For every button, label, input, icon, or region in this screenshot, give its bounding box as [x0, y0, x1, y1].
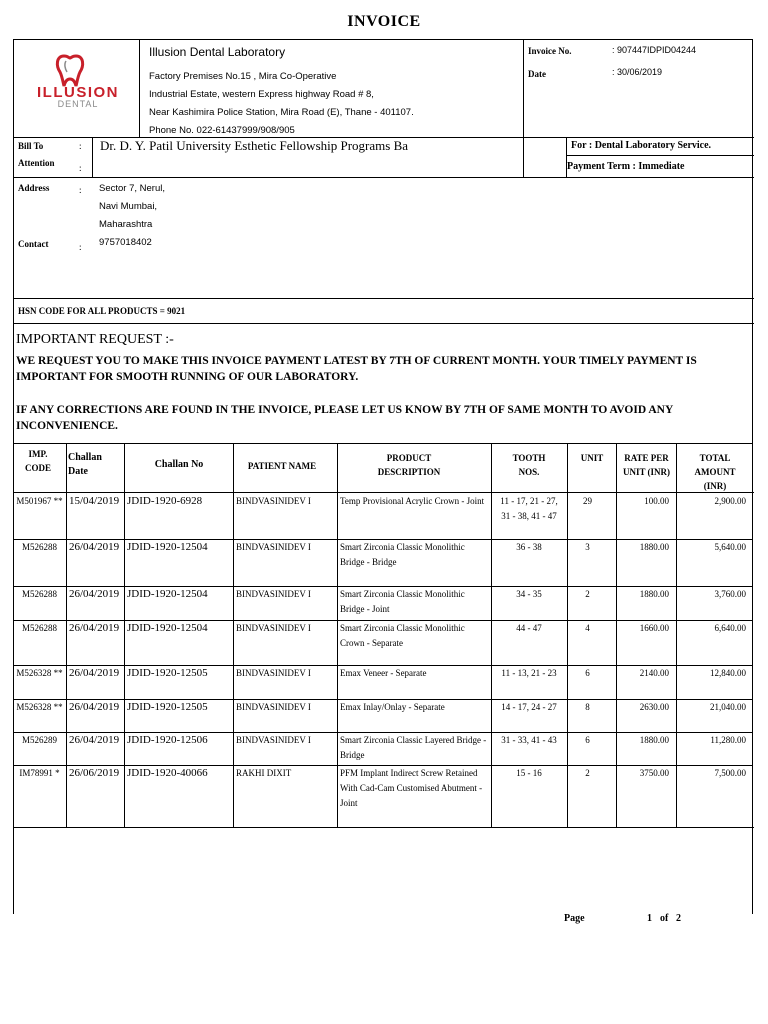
bill-to-label: Bill To	[18, 141, 44, 151]
company-address-line: Near Kashimira Police Station, Mira Road (E), Thane - 401107.	[149, 107, 414, 118]
total-cell: 5,640.00	[714, 542, 746, 552]
imp-code-cell: M526288	[21, 542, 57, 552]
header-patient-name: PATIENT NAME	[247, 461, 317, 471]
colon: :	[79, 242, 82, 252]
address-line: Sector 7, Nerul,	[99, 183, 165, 194]
colon: :	[79, 185, 82, 195]
page-label: Page	[564, 913, 585, 924]
product-cell: PFM Implant Indirect Screw Retained With Cad-Cam Customised Abutment - Joint	[340, 768, 483, 808]
header-rate: RATE PER UNIT (INR)	[622, 453, 671, 477]
challan-no-cell: JDID-1920-12505	[127, 667, 208, 679]
challan-no-cell: JDID-1920-12504	[127, 622, 208, 634]
challan-no-cell: JDID-1920-12506	[127, 734, 208, 746]
rate-cell: 1880.00	[639, 542, 669, 552]
column-rule	[567, 443, 568, 828]
patient-name-cell: RAKHI DIXIT	[236, 768, 292, 778]
challan-date-cell: 26/04/2019	[69, 701, 120, 713]
row-rule	[13, 443, 753, 444]
address-line: Navi Mumbai,	[99, 201, 158, 212]
challan-date-cell: 26/04/2019	[69, 541, 120, 553]
bill-divider	[14, 177, 754, 178]
challan-no-cell: JDID-1920-6928	[127, 495, 203, 507]
rate-cell: 1660.00	[639, 623, 669, 633]
logo-divider	[139, 40, 140, 137]
imp-code-cell: M526328 **	[16, 702, 63, 712]
logo-subtext: DENTAL	[57, 99, 99, 109]
total-cell: 11,280.00	[710, 735, 746, 745]
logo-wordmark: ILLUSION	[37, 84, 119, 101]
tooth-cell: 11 - 13, 21 - 23	[501, 668, 557, 678]
invoice-no-label: Invoice No.	[528, 46, 572, 56]
challan-no-cell: JDID-1920-12504	[127, 541, 208, 553]
unit-cell: 3	[585, 542, 590, 552]
rate-cell: 3750.00	[639, 768, 669, 778]
patient-name-cell: BINDVASINIDEV I	[236, 496, 311, 506]
challan-date-cell: 26/04/2019	[69, 622, 120, 634]
challan-no-cell: JDID-1920-40066	[127, 767, 208, 779]
contact-label: Contact	[18, 239, 49, 249]
notice-heading: IMPORTANT REQUEST :-	[16, 332, 174, 347]
notice-line: IF ANY CORRECTIONS ARE FOUND IN THE INVOICE, PLEASE LET US KNOW BY 7TH OF SAME MONTH TO AVOID ANY	[16, 404, 674, 416]
unit-cell: 4	[585, 623, 590, 633]
notice-line: INCONVENIENCE.	[16, 420, 118, 432]
header-challan-no: Challan No	[154, 459, 204, 470]
challan-no-cell: JDID-1920-12504	[127, 588, 208, 600]
colon: :	[79, 163, 82, 173]
meta-divider	[523, 40, 524, 177]
address-bottom-divider	[14, 298, 754, 299]
tooth-cell: 15 - 16	[516, 768, 542, 778]
imp-code-cell: M526328 **	[16, 668, 63, 678]
table-bottom-divider	[14, 827, 754, 828]
notice-line: WE REQUEST YOU TO MAKE THIS INVOICE PAYMENT LATEST BY 7TH OF CURRENT MONTH. YOUR TIMELY PAYMENT IS	[16, 355, 697, 367]
invoice-title: INVOICE	[347, 13, 421, 30]
page-total: 2	[676, 913, 681, 924]
rate-cell: 2630.00	[639, 702, 669, 712]
tooth-cell: 14 - 17, 24 - 27	[501, 702, 557, 712]
unit-cell: 6	[585, 735, 590, 745]
page-number: 1	[647, 913, 652, 924]
column-rule	[491, 443, 492, 828]
column-rule	[124, 443, 125, 828]
product-cell: Smart Zirconia Classic Layered Bridge - Bridge	[340, 735, 487, 760]
product-cell: Emax Veneer - Separate	[340, 668, 427, 678]
table-header-divider	[14, 492, 754, 493]
date-value: : 30/06/2019	[612, 67, 663, 77]
total-cell: 3,760.00	[714, 589, 746, 599]
invoice-no-value: : 907447IDPID04244	[612, 45, 697, 55]
tooth-cell: 36 - 38	[516, 542, 542, 552]
total-cell: 12,840.00	[710, 668, 746, 678]
unit-cell: 6	[585, 668, 590, 678]
company-phone: Phone No. 022-61437999/908/905	[149, 125, 295, 136]
unit-cell: 2	[585, 768, 590, 778]
contact-value: 9757018402	[99, 237, 152, 248]
tooth-cell: 44 - 47	[516, 623, 542, 633]
imp-code-cell: M526288	[21, 623, 57, 633]
date-label: Date	[528, 69, 546, 79]
tooth-cell: 34 - 35	[516, 589, 542, 599]
header-challan-date: Challan Date	[68, 452, 102, 477]
product-cell: Smart Zirconia Classic Monolithic Crown - Separate	[340, 623, 465, 648]
imp-code-cell: IM78991 *	[19, 768, 60, 778]
product-cell: Smart Zirconia Classic Monolithic Bridge - Bridge	[340, 542, 465, 567]
column-rule	[676, 443, 677, 828]
header-imp-code: IMP. CODE	[24, 449, 51, 473]
page-of-label: of	[660, 913, 669, 924]
header-tooth-nos: TOOTH NOS.	[512, 453, 546, 477]
total-cell: 21,040.00	[710, 702, 746, 712]
service-label: For : Dental Laboratory Service.	[571, 140, 712, 151]
tooth-cell: 11 - 17, 21 - 27, 31 - 38, 41 - 47	[500, 496, 558, 521]
column-rule	[233, 443, 234, 828]
for-divider	[566, 155, 754, 156]
header-total: TOTAL AMOUNT (INR)	[694, 453, 736, 491]
payment-term: Payment Term : Immediate	[567, 161, 685, 172]
hsn-code: HSN CODE FOR ALL PRODUCTS = 9021	[18, 306, 186, 316]
company-address-line: Industrial Estate, western Express highway Road # 8,	[149, 89, 374, 100]
rate-cell: 100.00	[644, 496, 669, 506]
hsn-divider	[14, 323, 754, 324]
address-line: Maharashtra	[99, 219, 153, 230]
product-cell: Emax Inlay/Onlay - Separate	[340, 702, 445, 712]
challan-date-cell: 26/04/2019	[69, 667, 120, 679]
imp-code-cell: M501967 **	[16, 496, 63, 506]
unit-cell: 2	[585, 589, 590, 599]
company-name: Illusion Dental Laboratory	[149, 45, 286, 59]
notice-line: IMPORTANT FOR SMOOTH RUNNING OF OUR LABORATORY.	[16, 371, 359, 383]
patient-name-cell: BINDVASINIDEV I	[236, 735, 311, 745]
patient-name-cell: BINDVASINIDEV I	[236, 702, 311, 712]
rate-cell: 2140.00	[639, 668, 669, 678]
challan-date-cell: 26/04/2019	[69, 588, 120, 600]
tooth-cell: 31 - 33, 41 - 43	[501, 735, 557, 745]
total-cell: 6,640.00	[714, 623, 746, 633]
address-label: Address	[18, 183, 50, 193]
rate-cell: 1880.00	[639, 735, 669, 745]
challan-date-cell: 26/04/2019	[69, 734, 120, 746]
header-unit: UNIT	[580, 453, 604, 463]
rate-cell: 1880.00	[639, 589, 669, 599]
bill-label-divider	[92, 137, 93, 177]
product-cell: Smart Zirconia Classic Monolithic Bridge - Joint	[340, 589, 465, 614]
imp-code-cell: M526289	[21, 735, 57, 745]
header-product-description: PRODUCT DESCRIPTION	[377, 453, 441, 477]
challan-date-cell: 15/04/2019	[69, 495, 120, 507]
unit-cell: 8	[585, 702, 590, 712]
patient-name-cell: BINDVASINIDEV I	[236, 589, 311, 599]
total-cell: 2,900.00	[714, 496, 746, 506]
unit-cell: 29	[583, 496, 592, 506]
company-address-line: Factory Premises No.15 , Mira Co-Operative	[149, 71, 337, 82]
total-cell: 7,500.00	[714, 768, 746, 778]
column-rule	[337, 443, 338, 828]
product-cell: Temp Provisional Acrylic Crown - Joint	[340, 496, 485, 506]
patient-name-cell: BINDVASINIDEV I	[236, 668, 311, 678]
patient-name-cell: BINDVASINIDEV I	[236, 542, 311, 552]
colon: :	[79, 141, 82, 151]
bill-to-value: Dr. D. Y. Patil University Esthetic Fellowship Programs Ba	[100, 138, 409, 153]
column-rule	[616, 443, 617, 828]
challan-no-cell: JDID-1920-12505	[127, 701, 208, 713]
imp-code-cell: M526288	[21, 589, 57, 599]
column-rule	[66, 443, 67, 828]
attention-label: Attention	[18, 158, 55, 168]
challan-date-cell: 26/06/2019	[69, 767, 120, 779]
patient-name-cell: BINDVASINIDEV I	[236, 623, 311, 633]
